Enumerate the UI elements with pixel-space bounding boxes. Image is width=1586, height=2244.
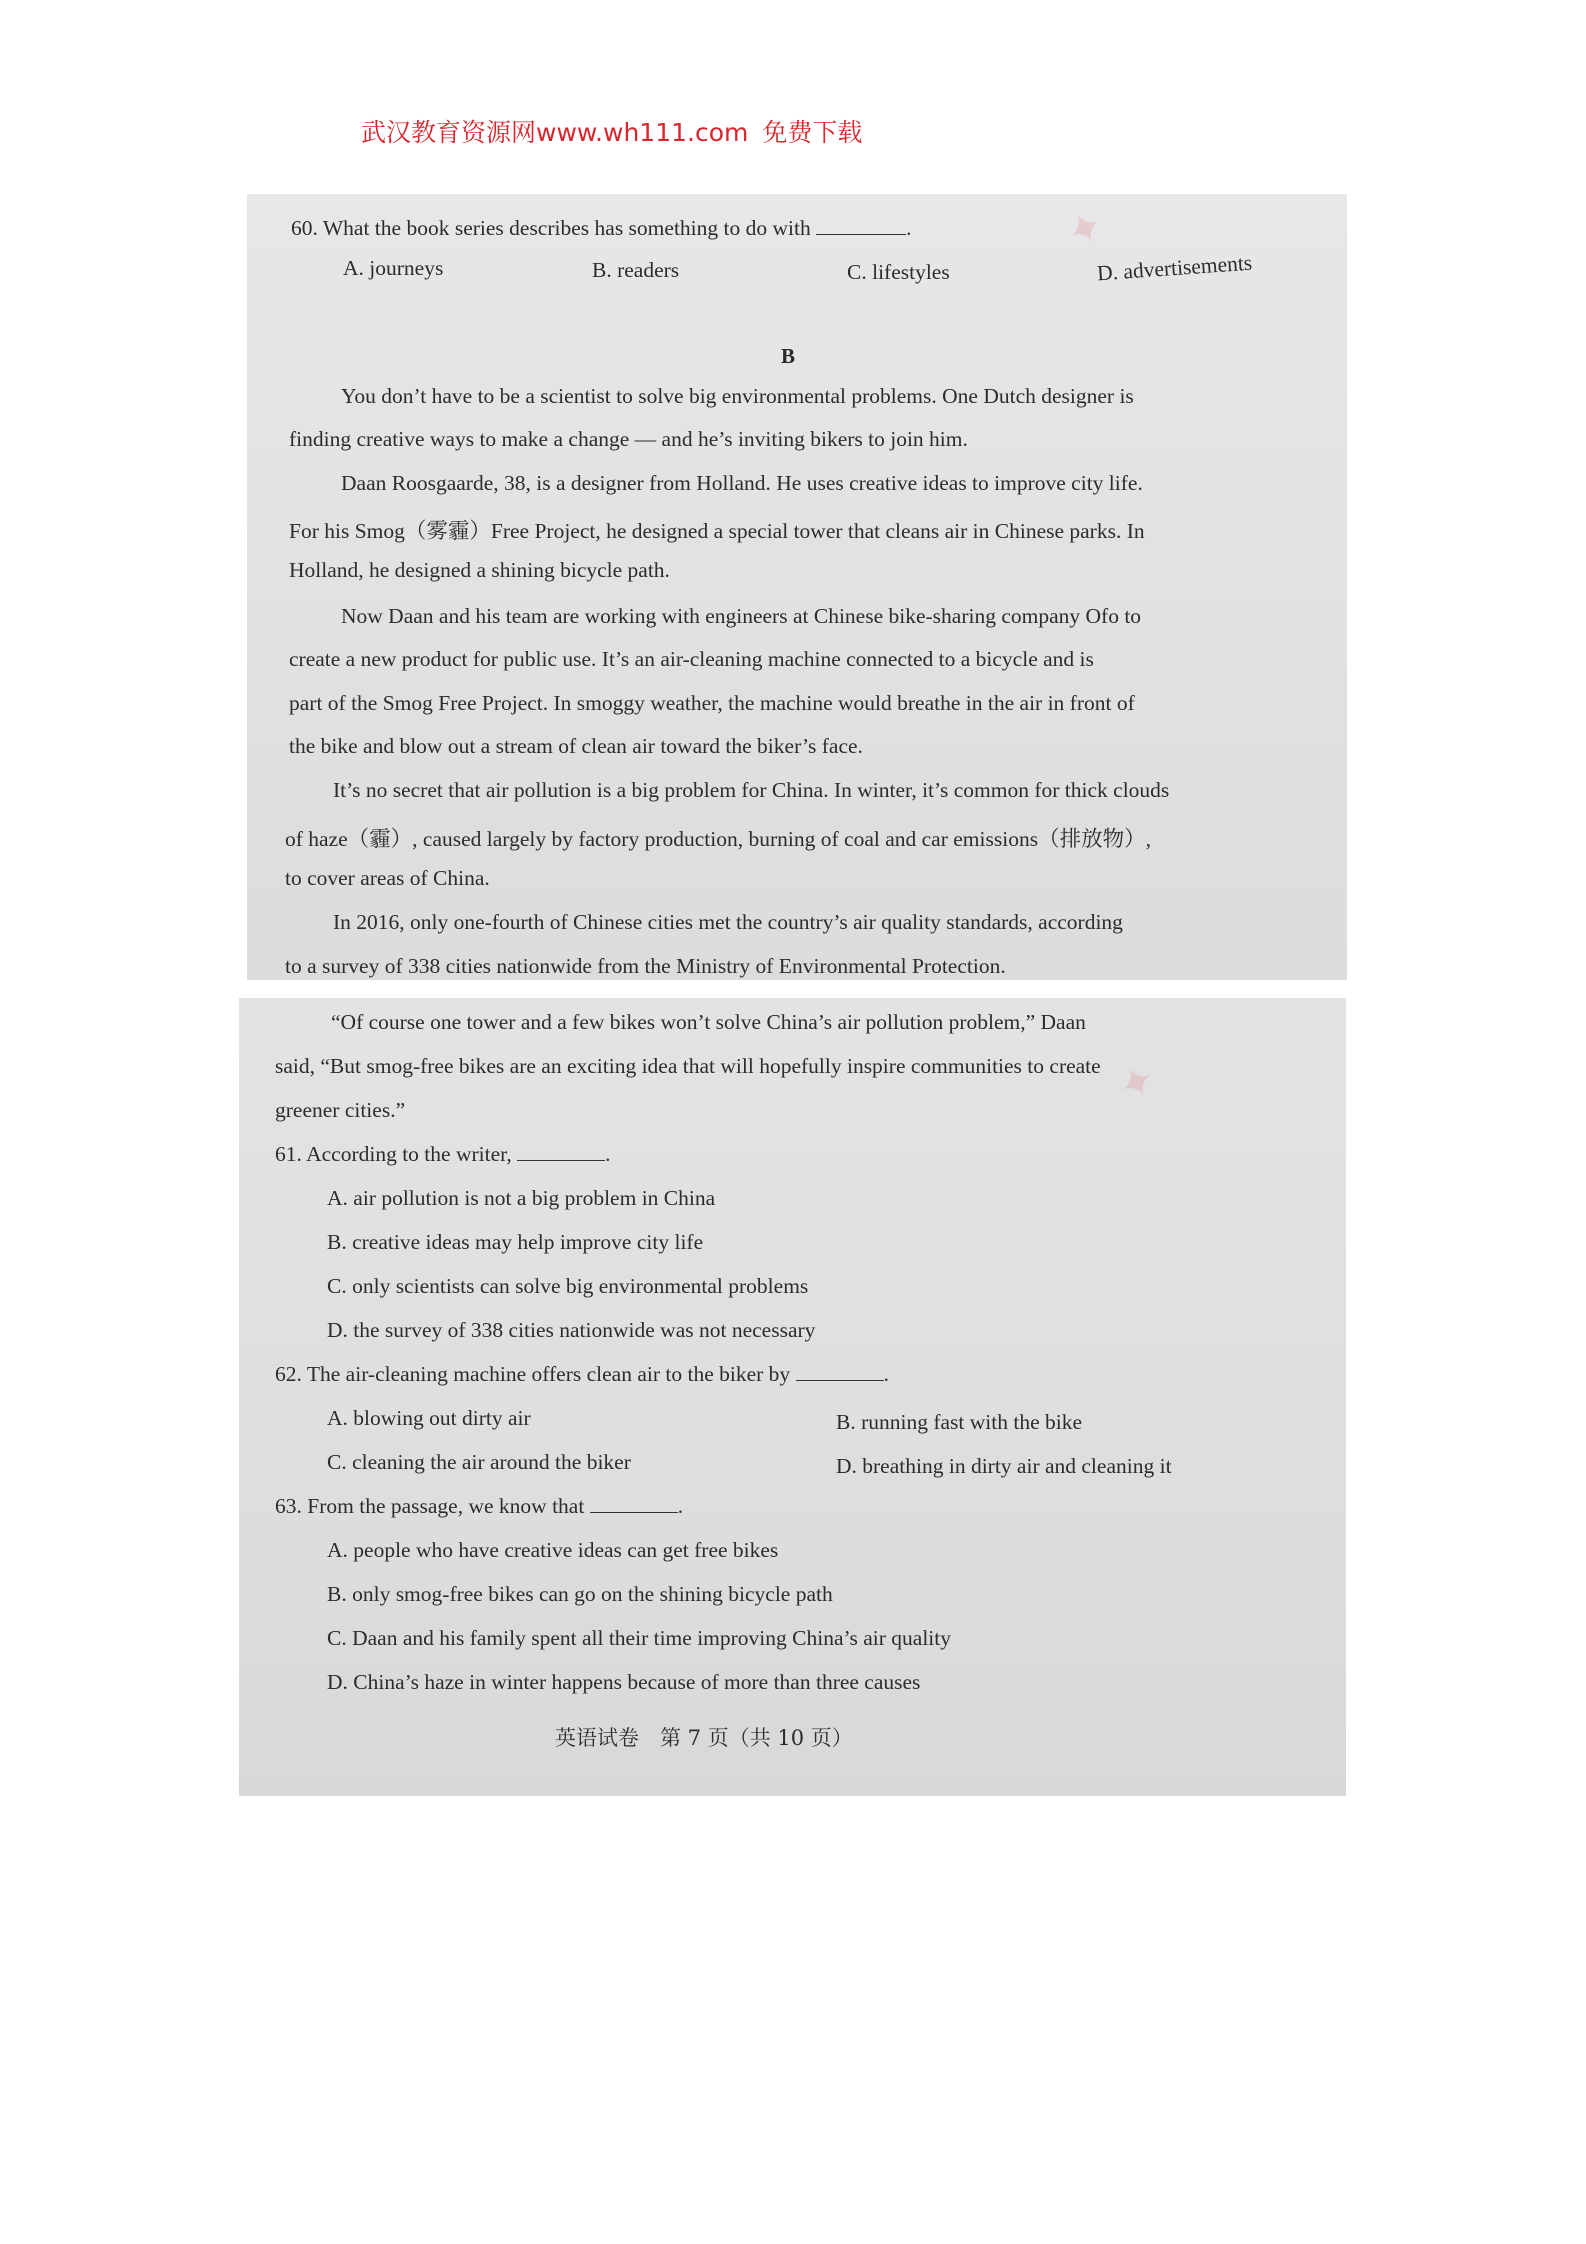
watermark-stamp: ✦ [1109, 1052, 1166, 1115]
passage-line: Daan Roosgaarde, 38, is a designer from Holland. He uses creative ideas to improve city life. [341, 471, 1143, 495]
q61-option-d: D. the survey of 338 cities nationwide was not necessary [327, 1318, 816, 1342]
q62-option-b: B. running fast with the bike [836, 1410, 1083, 1434]
q61-stem: 61. According to the writer, . [275, 1142, 611, 1166]
passage-line: said, “But smog-free bikes are an exciting idea that will hopefully inspire communities to create [275, 1054, 1101, 1078]
passage-line: “Of course one tower and a few bikes won’t solve China’s air pollution problem,” Daan [331, 1010, 1086, 1034]
q60-option-c: C. lifestyles [847, 260, 950, 284]
q61-option-a: A. air pollution is not a big problem in China [327, 1186, 716, 1210]
passage-line: part of the Smog Free Project. In smoggy weather, the machine would breathe in the air in front of [289, 691, 1135, 715]
q62-option-c: C. cleaning the air around the biker [327, 1450, 631, 1474]
passage-line: to a survey of 338 cities nationwide from the Ministry of Environmental Protection. [285, 954, 1006, 978]
passage-line: greener cities.” [275, 1098, 406, 1122]
exam-photo-top [247, 194, 1347, 980]
q62-option-d: D. breathing in dirty air and cleaning it [836, 1454, 1172, 1478]
passage-line: create a new product for public use. It’s an air-cleaning machine connected to a bicycle and is [289, 647, 1094, 671]
q63-option-b: B. only smog-free bikes can go on the shining bicycle path [327, 1582, 833, 1606]
q60-option-d: D. advertisements [1096, 250, 1253, 286]
free-download-label: 免费下载 [762, 118, 863, 147]
passage-line: It’s no secret that air pollution is a big problem for China. In winter, it’s common for thick clouds [333, 778, 1170, 802]
q62-option-a: A. blowing out dirty air [327, 1406, 531, 1430]
passage-line: the bike and blow out a stream of clean air toward the biker’s face. [289, 734, 863, 758]
passage-line: Now Daan and his team are working with engineers at Chinese bike-sharing company Ofo to [341, 604, 1142, 628]
passage-line: to cover areas of China. [285, 866, 490, 890]
source-header [361, 113, 862, 149]
site-name: 武汉教育资源网 [361, 118, 537, 147]
q60-stem: 60. What the book series describes has something to do with . [291, 216, 912, 240]
passage-line: You don’t have to be a scientist to solve big environmental problems. One Dutch designer is [341, 384, 1134, 408]
q61-option-c: C. only scientists can solve big environmental problems [327, 1274, 809, 1298]
page-footer: 英语试卷 第 7 页（共 10 页） [555, 1726, 853, 1750]
q62-stem: 62. The air-cleaning machine offers clean air to the biker by . [275, 1362, 889, 1386]
passage-line: For his Smog（雾霾）Free Project, he designed a special tower that cleans air in Chinese parks. In [289, 519, 1145, 543]
q63-stem: 63. From the passage, we know that . [275, 1494, 684, 1518]
q61-option-b: B. creative ideas may help improve city life [327, 1230, 704, 1254]
q63-option-c: C. Daan and his family spent all their time improving China’s air quality [327, 1626, 951, 1650]
watermark-stamp: ✦ [1057, 198, 1114, 261]
section-label: B [781, 344, 796, 368]
q63-option-a: A. people who have creative ideas can get free bikes [327, 1538, 779, 1562]
exam-photo-bottom [239, 998, 1346, 1796]
q60-option-a: A. journeys [343, 256, 444, 280]
passage-line: In 2016, only one-fourth of Chinese cities met the country’s air quality standards, according [333, 910, 1123, 934]
passage-line: finding creative ways to make a change — and he’s inviting bikers to join him. [289, 427, 968, 451]
passage-line: of haze（霾）, caused largely by factory production, burning of coal and car emissions（排放物）, [285, 827, 1151, 851]
passage-line: Holland, he designed a shining bicycle path. [289, 558, 670, 582]
q60-option-b: B. readers [592, 258, 680, 282]
site-url[interactable]: www.wh111.com [536, 118, 749, 147]
q63-option-d: D. China’s haze in winter happens because of more than three causes [327, 1670, 921, 1694]
